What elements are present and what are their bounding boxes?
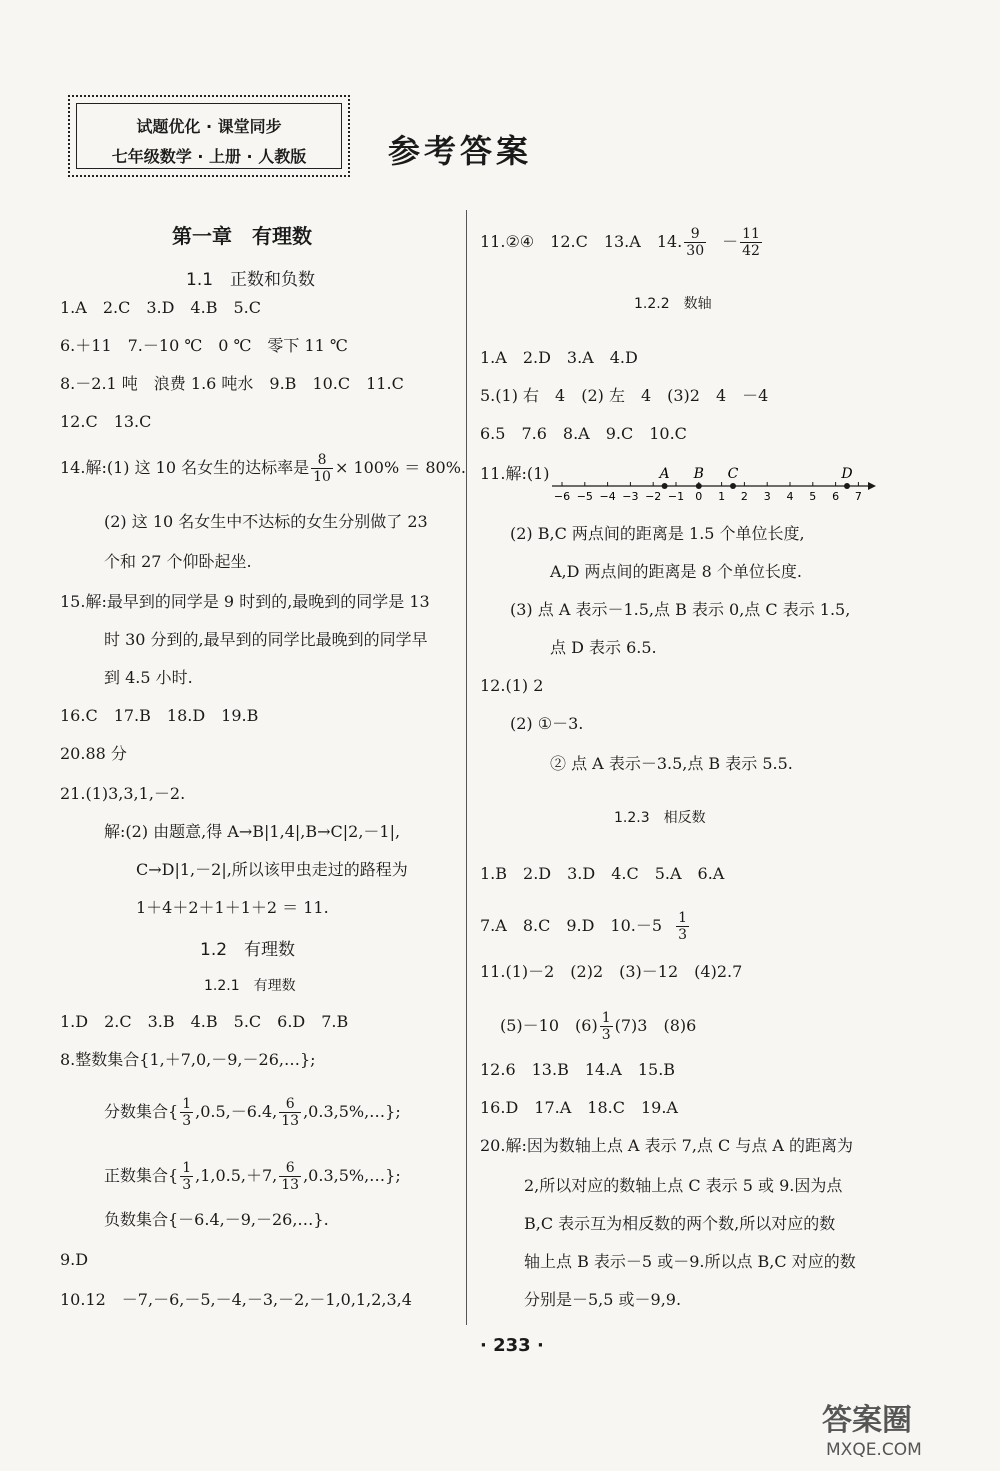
text-part: 正数集合{ [104, 1166, 179, 1185]
text-part: × 100% ＝ 80%. [334, 458, 467, 477]
denominator: 3 [601, 1027, 611, 1043]
column-divider [466, 210, 467, 1325]
numerator: 1 [182, 1096, 192, 1112]
page-number: · 233 · [480, 1335, 544, 1356]
fraction [279, 1096, 301, 1129]
answer-line: 11.解:(1) [480, 464, 550, 483]
number-line-tick-label: 3 [763, 490, 771, 503]
banner-line-1: 试题优化 · 课堂同步 [136, 117, 282, 136]
number-line-tick-label: −3 [622, 490, 639, 503]
answer-line: 5.(1) 右 4 (2) 左 4 (3)2 4 －4 [480, 386, 769, 405]
answer-line: 个和 27 个仰卧起坐. [104, 552, 252, 571]
answer-line: 8.整数集合{1,＋7,0,－9,－26,…}; [60, 1050, 316, 1069]
number-line [548, 458, 876, 506]
answer-line-fraction [60, 452, 466, 485]
fraction [684, 226, 706, 259]
answer-line: 16.C 17.B 18.D 19.B [60, 706, 259, 725]
fraction [180, 1160, 193, 1193]
text-part: ,1,0.5,＋7, [195, 1166, 278, 1185]
answer-line: 20.解:因为数轴上点 A 表示 7,点 C 与点 A 的距离为 [480, 1136, 854, 1155]
answer-line: C→D|1,－2|,所以该甲虫走过的路程为 [136, 860, 408, 879]
answer-line: (2) B,C 两点间的距离是 1.5 个单位长度, [510, 524, 805, 543]
fraction [676, 910, 689, 943]
section-heading-1-1: 1.1 正数和负数 [186, 270, 316, 290]
number-line-tick-label: 7 [854, 490, 862, 503]
answer-line: 12.6 13.B 14.A 15.B [480, 1060, 676, 1079]
text-part: (5)－10 (6) [500, 1016, 598, 1035]
number-line-tick-label: 6 [832, 490, 840, 503]
number-line-point-label: A [659, 466, 670, 482]
fraction [279, 1160, 301, 1193]
answer-line: 负数集合{－6.4,－9,－26,…}. [104, 1210, 329, 1229]
answer-line: (3) 点 A 表示－1.5,点 B 表示 0,点 C 表示 1.5, [510, 600, 851, 619]
answer-line: 1.B 2.D 3.D 4.C 5.A 6.A [480, 864, 725, 883]
answer-line: 分别是－5,5 或－9,9. [524, 1290, 682, 1309]
numerator: 1 [182, 1160, 192, 1176]
number-line-tick-label: −1 [667, 490, 685, 503]
answer-line-fraction [480, 226, 764, 259]
text-part: ,0.3,5%,…}; [303, 1166, 401, 1185]
number-line-point-label: B [693, 466, 704, 482]
denominator: 3 [678, 927, 687, 943]
number-line-tick-label: 4 [786, 490, 794, 503]
numerator: 8 [311, 452, 333, 469]
number-line-tick-label: −6 [553, 490, 571, 503]
watermark-logo: 答案圈 [822, 1403, 912, 1438]
answer-line: 到 4.5 小时. [104, 668, 193, 687]
number-line-ticks [554, 482, 862, 503]
number-line-point [730, 483, 736, 489]
answer-line: (2) ①－3. [510, 714, 584, 733]
denominator: 30 [686, 243, 705, 259]
denominator: 3 [182, 1177, 192, 1193]
answer-line-fraction [104, 1096, 401, 1129]
text-part: 11.②④ 12.C 13.A 14. [480, 232, 683, 251]
answer-line: 15.解:最早到的同学是 9 时到的,最晚到的同学是 13 [60, 592, 430, 611]
fraction [600, 1010, 613, 1043]
denominator: 42 [742, 243, 760, 259]
answer-line: 9.D [60, 1250, 89, 1269]
answer-line: 2,所以对应的数轴上点 C 表示 5 或 9.因为点 [524, 1176, 843, 1195]
watermark-url: MXQE.COM [826, 1440, 922, 1460]
answer-line: 解:(2) 由题意,得 A→B|1,4|,B→C|2,－1|, [104, 822, 401, 841]
answer-line: 16.D 17.A 18.C 19.A [480, 1098, 678, 1117]
answer-line: 6.5 7.6 8.A 9.C 10.C [480, 424, 687, 443]
number-line-tick-label: 5 [809, 490, 817, 503]
number-line-arrow [868, 482, 876, 490]
numerator: 1 [601, 1010, 611, 1026]
section-heading-1-2: 1.2 有理数 [200, 940, 296, 960]
numerator: 6 [279, 1096, 301, 1113]
denominator: 3 [182, 1113, 192, 1129]
answer-line: 1.D 2.C 3.B 4.B 5.C 6.D 7.B [60, 1012, 349, 1031]
answer-line: 12.(1) 2 [480, 676, 544, 695]
number-line-tick-label: −4 [599, 490, 616, 503]
number-line-point [662, 483, 668, 489]
answer-line: 轴上点 B 表示－5 或－9.所以点 B,C 对应的数 [524, 1252, 856, 1271]
page-title: 参考答案 [388, 132, 533, 170]
text-part: (7)3 (8)6 [614, 1016, 697, 1035]
numerator: 9 [684, 226, 706, 243]
answer-line: 1＋4＋2＋1＋1＋2 ＝ 11. [136, 898, 329, 917]
answer-line: (2) 这 10 名女生中不达标的女生分别做了 23 [104, 512, 428, 531]
answer-line: 10.12 －7,－6,－5,－4,－3,－2,－1,0,1,2,3,4 [60, 1290, 412, 1309]
number-line-tick-label: −5 [576, 490, 593, 503]
banner-frame [76, 103, 342, 169]
answer-line: 21.(1)3,3,1,－2. [60, 784, 186, 803]
number-line-point [844, 483, 850, 489]
answer-line: 12.C 13.C [60, 412, 152, 431]
fraction [740, 226, 762, 259]
section-heading-1-2-2: 1.2.2 数轴 [634, 296, 712, 312]
answer-line: 1.A 2.C 3.D 4.B 5.C [60, 298, 261, 317]
number-line-point-label: C [727, 466, 739, 482]
answer-line: 20.88 分 [60, 744, 127, 763]
answer-line-fraction [500, 1010, 696, 1043]
text-part: ,0.3,5%,…}; [303, 1102, 401, 1121]
fraction [180, 1096, 193, 1129]
text-part: 分数集合{ [104, 1102, 179, 1121]
denominator: 10 [313, 469, 331, 485]
number-line-tick-label: 1 [718, 490, 726, 503]
numerator: 11 [742, 226, 760, 242]
text-part: 14.解:(1) 这 10 名女生的达标率是 [60, 458, 310, 477]
banner-line-2: 七年级数学 · 上册 · 人教版 [111, 147, 307, 166]
denominator: 13 [281, 1113, 300, 1129]
answer-line-fraction [104, 1160, 401, 1193]
number-line-point [696, 483, 702, 489]
number-line-tick-label: 2 [740, 490, 748, 503]
answer-line: 8.－2.1 吨 浪费 1.6 吨水 9.B 10.C 11.C [60, 374, 404, 393]
number-line-point-label: D [841, 466, 853, 482]
section-heading-1-2-1: 1.2.1 有理数 [204, 978, 296, 994]
numerator: 1 [678, 910, 687, 926]
denominator: 13 [281, 1177, 300, 1193]
section-heading-1-2-3: 1.2.3 相反数 [614, 810, 706, 826]
answer-line: 1.A 2.D 3.A 4.D [480, 348, 638, 367]
fraction [311, 452, 333, 485]
number-line-tick-label: −2 [645, 490, 662, 503]
answer-line-fraction [480, 910, 691, 943]
book-banner [68, 95, 350, 177]
answer-line: ② 点 A 表示－3.5,点 B 表示 5.5. [550, 754, 793, 773]
answer-line: 11.(1)－2 (2)2 (3)－12 (4)2.7 [480, 962, 743, 981]
answer-line: A,D 两点间的距离是 8 个单位长度. [550, 562, 802, 581]
text-part: － [722, 232, 739, 251]
answer-line: B,C 表示互为相反数的两个数,所以对应的数 [524, 1214, 836, 1233]
numerator: 6 [279, 1160, 301, 1177]
answer-line: 时 30 分到的,最早到的同学比最晚到的同学早 [104, 630, 428, 649]
text-part: ,0.5,－6.4, [195, 1102, 278, 1121]
answer-line: 6.＋11 7.－10 ℃ 0 ℃ 零下 11 ℃ [60, 336, 348, 355]
number-line-tick-label: 0 [695, 490, 703, 503]
chapter-heading: 第一章 有理数 [172, 224, 312, 248]
answer-line: 点 D 表示 6.5. [550, 638, 657, 657]
text-part: 7.A 8.C 9.D 10.－5 [480, 916, 663, 935]
